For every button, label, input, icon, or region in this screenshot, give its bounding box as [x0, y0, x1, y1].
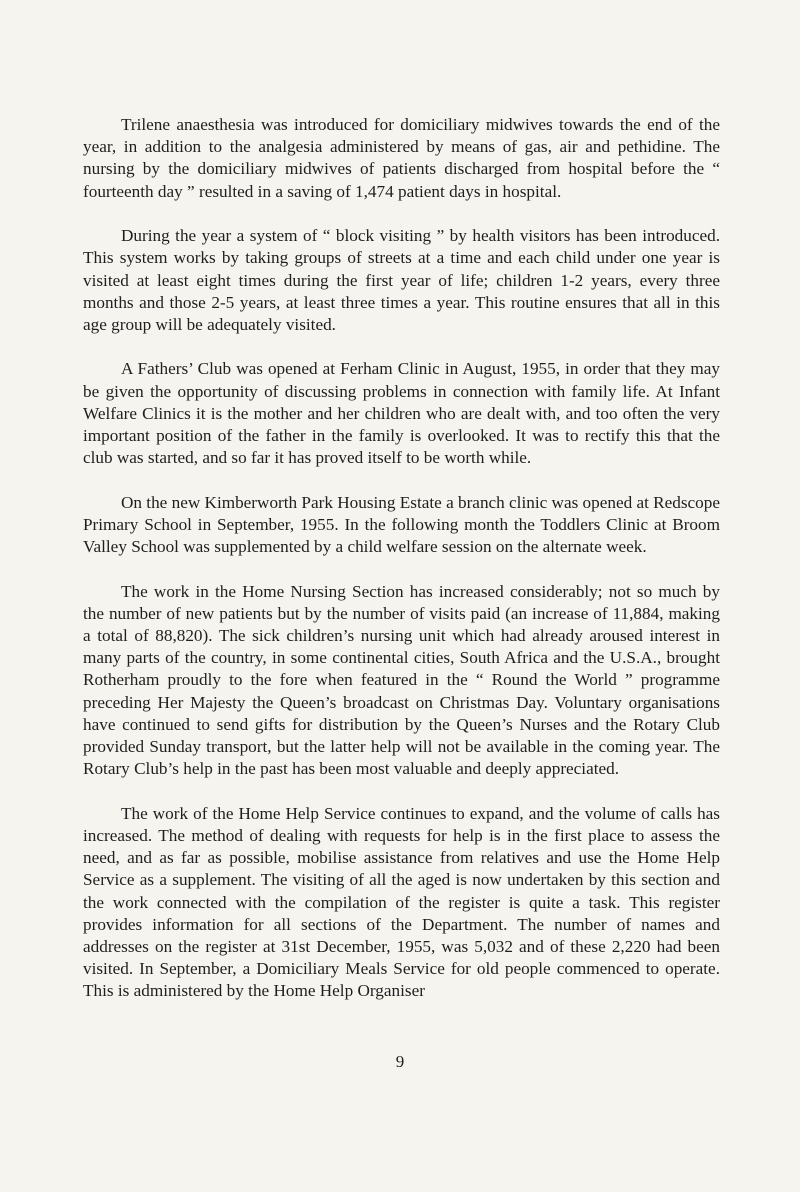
paragraph-home-help: The work of the Home Help Service continues to expand, and the volume of calls has increased. The method of dealing with requests for help is in the first place to assess the need, and as far as possible, mobilise assistance from relatives and use the Home Help Service as a supplement. The visiting of all the aged is now undertaken by this section and the work connected with the compilation of the register is quite a task. This register provides information for all sections of the Department. The number of names and addresses on the register at 31st December, 1955, was 5,032 and of these 2,220 had been visited. In September, a Domiciliary Meals Service for old people commenced to operate. This is administered by the Home Help Organiser: [83, 803, 720, 1001]
paragraph-block-visiting: During the year a system of “ block visiting ” by health visitors has been introduced. This system works by taking groups of streets at a time and each child under one year is visited at least eight times during the first year of life; children 1-2 years, every three months and those 2-5 years, at least three times a year. This routine ensures that all in this age group will be adequately visited.: [83, 226, 720, 334]
paragraph-kimberworth-clinic: On the new Kimberworth Park Housing Estate a branch clinic was opened at Redscope Primary School in September, 1955. In the following month the Toddlers Clinic at Broom Valley School was supplemented by a child welfare session on the alternate week.: [83, 492, 721, 557]
paragraph-home-nursing: The work in the Home Nursing Section has increased considerably; not so much by the number of new patients but by the number of visits paid (an increase of 11,884, making a total of 88,820). The sick children’s nursing unit which had already aroused interest in many parts of the country, in some continental cities, South Africa and the U.S.A., brought Rotherham proudly to the fore when featured in the “ Round the World ” programme preceding Her Majesty the Queen’s broadcast on Christmas Day. Voluntary organisations have continued to send gifts for distribution by the Queen’s Nurses and the Rotary Club provided Sunday transport, but the latter help will not be available in the coming year. The Rotary Club’s help in the past has been most valuable and deeply appreciated.: [83, 581, 720, 779]
document-body: [83, 114, 720, 1025]
paragraph-fathers-club: A Fathers’ Club was opened at Ferham Clinic in August, 1955, in order that they may be given the opportunity of discussing problems in connection with family life. At Infant Welfare Clinics it is the mother and her children who are dealt with, and too often the very important position of the father in the family is overlooked. It was to rectify this that the club was started, and so far it has proved itself to be worth while.: [83, 359, 720, 468]
page-number: 9: [395, 1052, 405, 1071]
paragraph-trilene-anaesthesia: Trilene anaesthesia was introduced for domiciliary midwives towards the end of the year, in addition to the analgesia administered by means of gas, air and pethidine. The nursing by the domiciliary midwives of patients discharged from hospital before the “ fourteenth day ” resulted in a saving of 1,474 patient days in hospital.: [83, 115, 720, 201]
